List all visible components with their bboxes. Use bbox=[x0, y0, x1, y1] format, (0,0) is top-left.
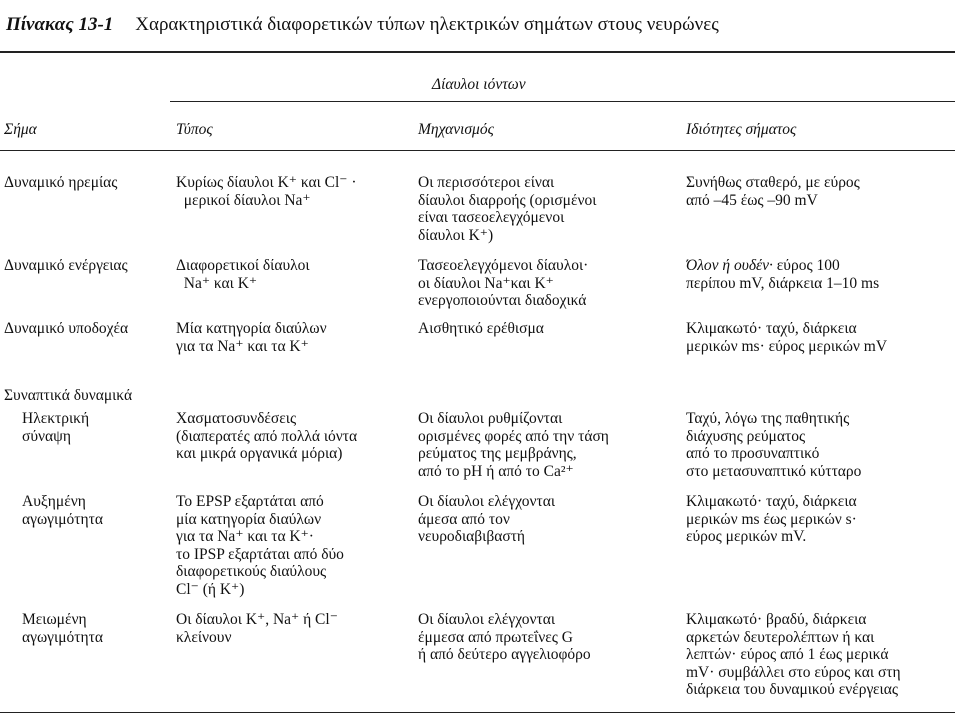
row-electrical-synapse-mechanism: Οι δίαυλοι ρυθμίζονται ορισμένες φορές από την τάση ρεύματος της μεμβράνης, από το pH ή από το Ca²⁺ bbox=[418, 410, 609, 480]
row-decreased-conductance-signal: Μειωμένη αγωγιμότητα bbox=[22, 611, 103, 646]
row-resting-type: Κυρίως δίαυλοι K⁺ και Cl⁻ · μερικοί δίαυλοι Na⁺ bbox=[176, 174, 357, 209]
bottom-rule bbox=[0, 712, 955, 713]
row-electrical-synapse-properties: Ταχύ, λόγω της παθητικής διάχυσης ρεύματος από το προσυναπτικό στο μετασυναπτικό κύτταρο bbox=[686, 410, 862, 480]
row-increased-conductance-properties: Κλιμακωτό· ταχύ, διάρκεια μερικών ms έως μερικών s· εύρος μερικών mV. bbox=[686, 493, 857, 545]
section-synaptic-potentials: Συναπτικά δυναμικά bbox=[4, 387, 133, 404]
row-decreased-conductance-type: Οι δίαυλοι K⁺, Na⁺ ή Cl⁻ κλείνουν bbox=[176, 611, 338, 646]
table-title: Χαρακτηριστικά διαφορετικών τύπων ηλεκτρικών σημάτων στους νευρώνες bbox=[135, 14, 719, 35]
column-header-type: Τύπος bbox=[176, 121, 213, 138]
row-action-properties-emphasis: Όλον ή ουδέν· bbox=[686, 257, 773, 274]
column-header-properties: Ιδιότητες σήματος bbox=[686, 121, 797, 138]
group-header-ion-channels: Δίαυλοι ιόντων bbox=[432, 76, 526, 93]
row-decreased-conductance-properties: Κλιμακωτό· βραδύ, διάρκεια αρκετών δευτερολέπτων ή και λεπτών· εύρος από 1 έως μερικά mV· συμβάλλει στο εύρος και στη διάρκεια του δυναμικού ενέργειας bbox=[686, 611, 901, 698]
row-receptor-mechanism: Αισθητικό ερέθισμα bbox=[418, 320, 544, 337]
column-header-mechanism: Μηχανισμός bbox=[418, 121, 494, 138]
row-increased-conductance-mechanism: Οι δίαυλοι ελέγχονται άμεσα από τον νευροδιαβιβαστή bbox=[418, 493, 556, 545]
header-rule bbox=[0, 150, 955, 151]
row-action-properties bbox=[686, 257, 879, 292]
row-receptor-type: Μία κατηγορία διαύλων για τα Na⁺ και τα K⁺ bbox=[176, 320, 327, 355]
row-action-properties-text: εύρος 100 περίπου mV, διάρκεια 1–10 ms bbox=[686, 257, 880, 292]
top-rule bbox=[0, 51, 955, 53]
row-increased-conductance-type: Το EPSP εξαρτάται από μία κατηγορία διαύλων για τα Na⁺ και τα K⁺· το IPSP εξαρτάται από δύο διαφορετικούς διαύλους Cl⁻ (ή K⁺) bbox=[176, 493, 344, 598]
row-electrical-synapse-signal: Ηλεκτρική σύναψη bbox=[22, 410, 90, 445]
row-receptor-signal: Δυναμικό υποδοχέα bbox=[4, 320, 129, 337]
group-header-rule bbox=[170, 101, 955, 102]
row-electrical-synapse-type: Χασματοσυνδέσεις (διαπερατές από πολλά ιόντα και μικρά οργανικά μόρια) bbox=[176, 410, 358, 462]
row-action-type: Διαφορετικοί δίαυλοι Na⁺ και K⁺ bbox=[176, 257, 310, 292]
row-action-mechanism: Τασεοελεγχόμενοι δίαυλοι· οι δίαυλοι Na⁺και K⁺ ενεργοποιούνται διαδοχικά bbox=[418, 257, 589, 309]
row-decreased-conductance-mechanism: Οι δίαυλοι ελέγχονται έμμεσα από πρωτεΐνες G ή από δεύτερο αγγελιοφόρο bbox=[418, 611, 591, 663]
column-header-signal: Σήμα bbox=[4, 121, 37, 138]
table-label: Πίνακας 13-1 bbox=[6, 14, 114, 35]
table-title-row bbox=[6, 14, 719, 36]
row-resting-properties: Συνήθως σταθερό, με εύρος από –45 έως –90 mV bbox=[686, 174, 860, 209]
row-receptor-properties: Κλιμακωτό· ταχύ, διάρκεια μερικών ms· εύρος μερικών mV bbox=[686, 320, 888, 355]
row-resting-mechanism: Οι περισσότεροι είναι δίαυλοι διαρροής (ορισμένοι είναι τασεοελεγχόμενοι δίαυλοι K⁺) bbox=[418, 174, 597, 244]
row-resting-signal: Δυναμικό ηρεμίας bbox=[4, 174, 118, 191]
row-action-signal: Δυναμικό ενέργειας bbox=[4, 257, 128, 274]
row-increased-conductance-signal: Αυξημένη αγωγιμότητα bbox=[22, 493, 103, 528]
